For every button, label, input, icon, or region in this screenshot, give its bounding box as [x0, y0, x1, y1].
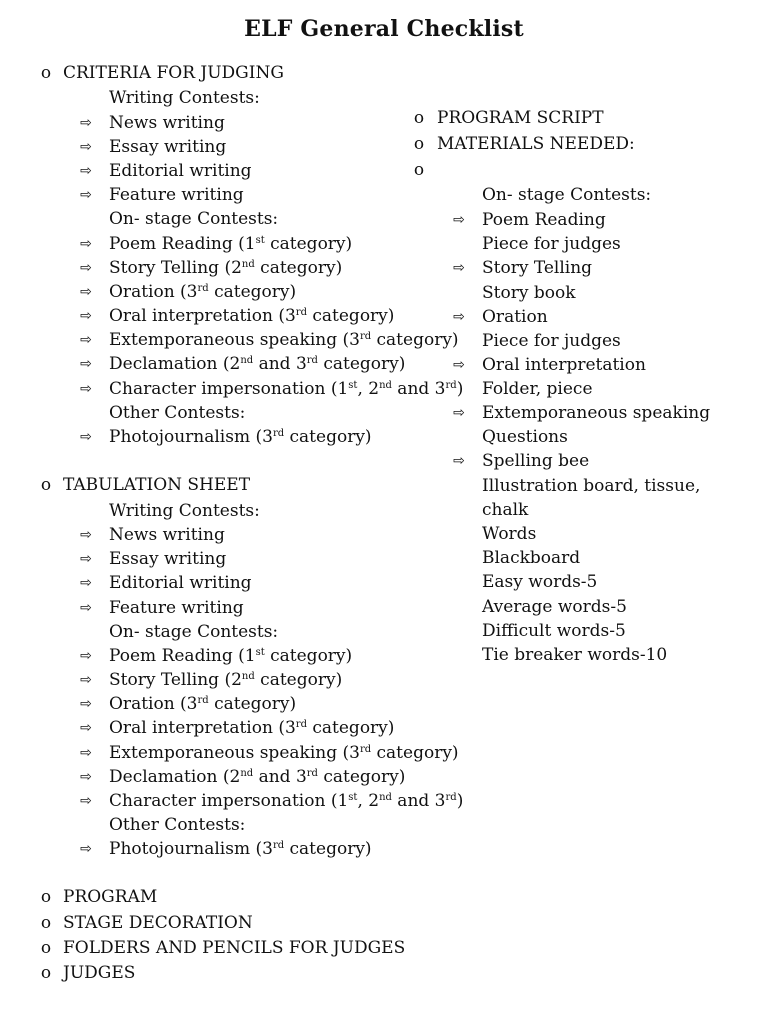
arrow-bullet-icon: ⇨ — [80, 236, 92, 252]
right-sub-label: Illustration board, tissue, — [482, 476, 701, 496]
right-list-item: Oral interpretation — [482, 355, 646, 375]
left-list-item: Character impersonation (1st, 2nd and 3rd) — [109, 379, 464, 399]
left-list-item: News writing — [109, 525, 225, 545]
left-list-item: Oral interpretation (3rd category) — [109, 718, 395, 738]
left-list-item: Editorial writing — [109, 161, 252, 181]
right-sub-label: Folder, piece — [482, 379, 593, 399]
left-list-item: Essay writing — [109, 137, 227, 157]
left-list-item: Essay writing — [109, 549, 227, 569]
left-sub-label: Other Contests: — [109, 403, 246, 423]
arrow-bullet-icon: ⇨ — [80, 696, 92, 712]
arrow-bullet-icon: ⇨ — [80, 187, 92, 203]
arrow-bullet-icon: ⇨ — [453, 453, 465, 469]
left-sub-label: Writing Contests: — [109, 88, 260, 108]
right-sub-label: Story book — [482, 283, 576, 303]
arrow-bullet-icon: ⇨ — [80, 308, 92, 324]
right-sub-label: Difficult words-5 — [482, 621, 626, 641]
arrow-bullet-icon: ⇨ — [80, 745, 92, 761]
left-sub-label: Writing Contests: — [109, 501, 260, 521]
circle-bullet-icon: o — [40, 63, 52, 83]
arrow-bullet-icon: ⇨ — [80, 115, 92, 131]
left-sub-label: Other Contests: — [109, 815, 246, 835]
arrow-bullet-icon: ⇨ — [453, 212, 465, 228]
arrow-bullet-icon: ⇨ — [80, 648, 92, 664]
left-list-item: Editorial writing — [109, 573, 252, 593]
left-list-item: Declamation (2nd and 3rd category) — [109, 767, 406, 787]
circle-bullet-icon: o — [40, 887, 52, 907]
right-list-item: Spelling bee — [482, 451, 590, 471]
right-sub-label: Words — [482, 524, 537, 544]
circle-bullet-icon: o — [40, 475, 52, 495]
left-list-item: Oration (3rd category) — [109, 282, 297, 302]
right-sub-label: Tie breaker words-10 — [482, 645, 668, 665]
left-list-item: Story Telling (2nd category) — [109, 258, 343, 278]
left-list-item: Declamation (2nd and 3rd category) — [109, 354, 406, 374]
left-section-heading: CRITERIA FOR JUDGING — [63, 63, 284, 83]
circle-bullet-icon: o — [40, 938, 52, 958]
arrow-bullet-icon: ⇨ — [453, 405, 465, 421]
right-list-item: Poem Reading — [482, 210, 606, 230]
left-section-heading: PROGRAM — [63, 887, 158, 907]
arrow-bullet-icon: ⇨ — [80, 332, 92, 348]
left-sub-label: On- stage Contests: — [109, 622, 279, 642]
left-list-item: Extemporaneous speaking (3rd category) — [109, 330, 459, 350]
left-section-heading: FOLDERS AND PENCILS FOR JUDGES — [63, 938, 406, 958]
circle-bullet-icon: o — [40, 963, 52, 983]
arrow-bullet-icon: ⇨ — [80, 381, 92, 397]
arrow-bullet-icon: ⇨ — [453, 309, 465, 325]
left-section-heading: JUDGES — [63, 963, 136, 983]
arrow-bullet-icon: ⇨ — [80, 527, 92, 543]
left-list-item: Poem Reading (1st category) — [109, 646, 353, 666]
left-list-item: Story Telling (2nd category) — [109, 670, 343, 690]
arrow-bullet-icon: ⇨ — [80, 600, 92, 616]
left-list-item: Poem Reading (1st category) — [109, 234, 353, 254]
right-sub-label: Blackboard — [482, 548, 581, 568]
right-sub-label: Easy words-5 — [482, 572, 598, 592]
right-list-item: Oration — [482, 307, 548, 327]
left-list-item: Photojournalism (3rd category) — [109, 839, 372, 859]
arrow-bullet-icon: ⇨ — [80, 793, 92, 809]
arrow-bullet-icon: ⇨ — [453, 357, 465, 373]
page-title: ELF General Checklist — [244, 16, 524, 42]
right-sub-label: chalk — [482, 500, 529, 520]
arrow-bullet-icon: ⇨ — [80, 672, 92, 688]
right-sub-label: On- stage Contests: — [482, 185, 652, 205]
right-list-item: Story Telling — [482, 258, 593, 278]
arrow-bullet-icon: ⇨ — [80, 429, 92, 445]
left-list-item: Oral interpretation (3rd category) — [109, 306, 395, 326]
arrow-bullet-icon: ⇨ — [80, 356, 92, 372]
left-sub-label: On- stage Contests: — [109, 209, 279, 229]
arrow-bullet-icon: ⇨ — [80, 769, 92, 785]
left-section-heading: STAGE DECORATION — [63, 913, 253, 933]
arrow-bullet-icon: ⇨ — [80, 720, 92, 736]
arrow-bullet-icon: ⇨ — [80, 551, 92, 567]
left-list-item: Feature writing — [109, 598, 244, 618]
right-sub-label: Piece for judges — [482, 331, 621, 351]
circle-bullet-icon: o — [40, 913, 52, 933]
right-list-item: Extemporaneous speaking — [482, 403, 711, 423]
right-section-heading: MATERIALS NEEDED: — [437, 134, 635, 154]
circle-bullet-icon: o — [413, 160, 425, 180]
left-list-item: Character impersonation (1st, 2nd and 3rd) — [109, 791, 464, 811]
arrow-bullet-icon: ⇨ — [80, 284, 92, 300]
circle-bullet-icon: o — [413, 108, 425, 128]
arrow-bullet-icon: ⇨ — [80, 841, 92, 857]
arrow-bullet-icon: ⇨ — [453, 260, 465, 276]
left-list-item: Oration (3rd category) — [109, 694, 297, 714]
circle-bullet-icon: o — [413, 134, 425, 154]
right-sub-label: Piece for judges — [482, 234, 621, 254]
right-section-heading: PROGRAM SCRIPT — [437, 108, 604, 128]
arrow-bullet-icon: ⇨ — [80, 163, 92, 179]
left-list-item: Photojournalism (3rd category) — [109, 427, 372, 447]
arrow-bullet-icon: ⇨ — [80, 575, 92, 591]
left-list-item: Extemporaneous speaking (3rd category) — [109, 743, 459, 763]
left-section-heading: TABULATION SHEET — [63, 475, 251, 495]
left-list-item: News writing — [109, 113, 225, 133]
left-list-item: Feature writing — [109, 185, 244, 205]
right-sub-label: Questions — [482, 427, 568, 447]
arrow-bullet-icon: ⇨ — [80, 260, 92, 276]
arrow-bullet-icon: ⇨ — [80, 139, 92, 155]
right-sub-label: Average words-5 — [482, 597, 627, 617]
